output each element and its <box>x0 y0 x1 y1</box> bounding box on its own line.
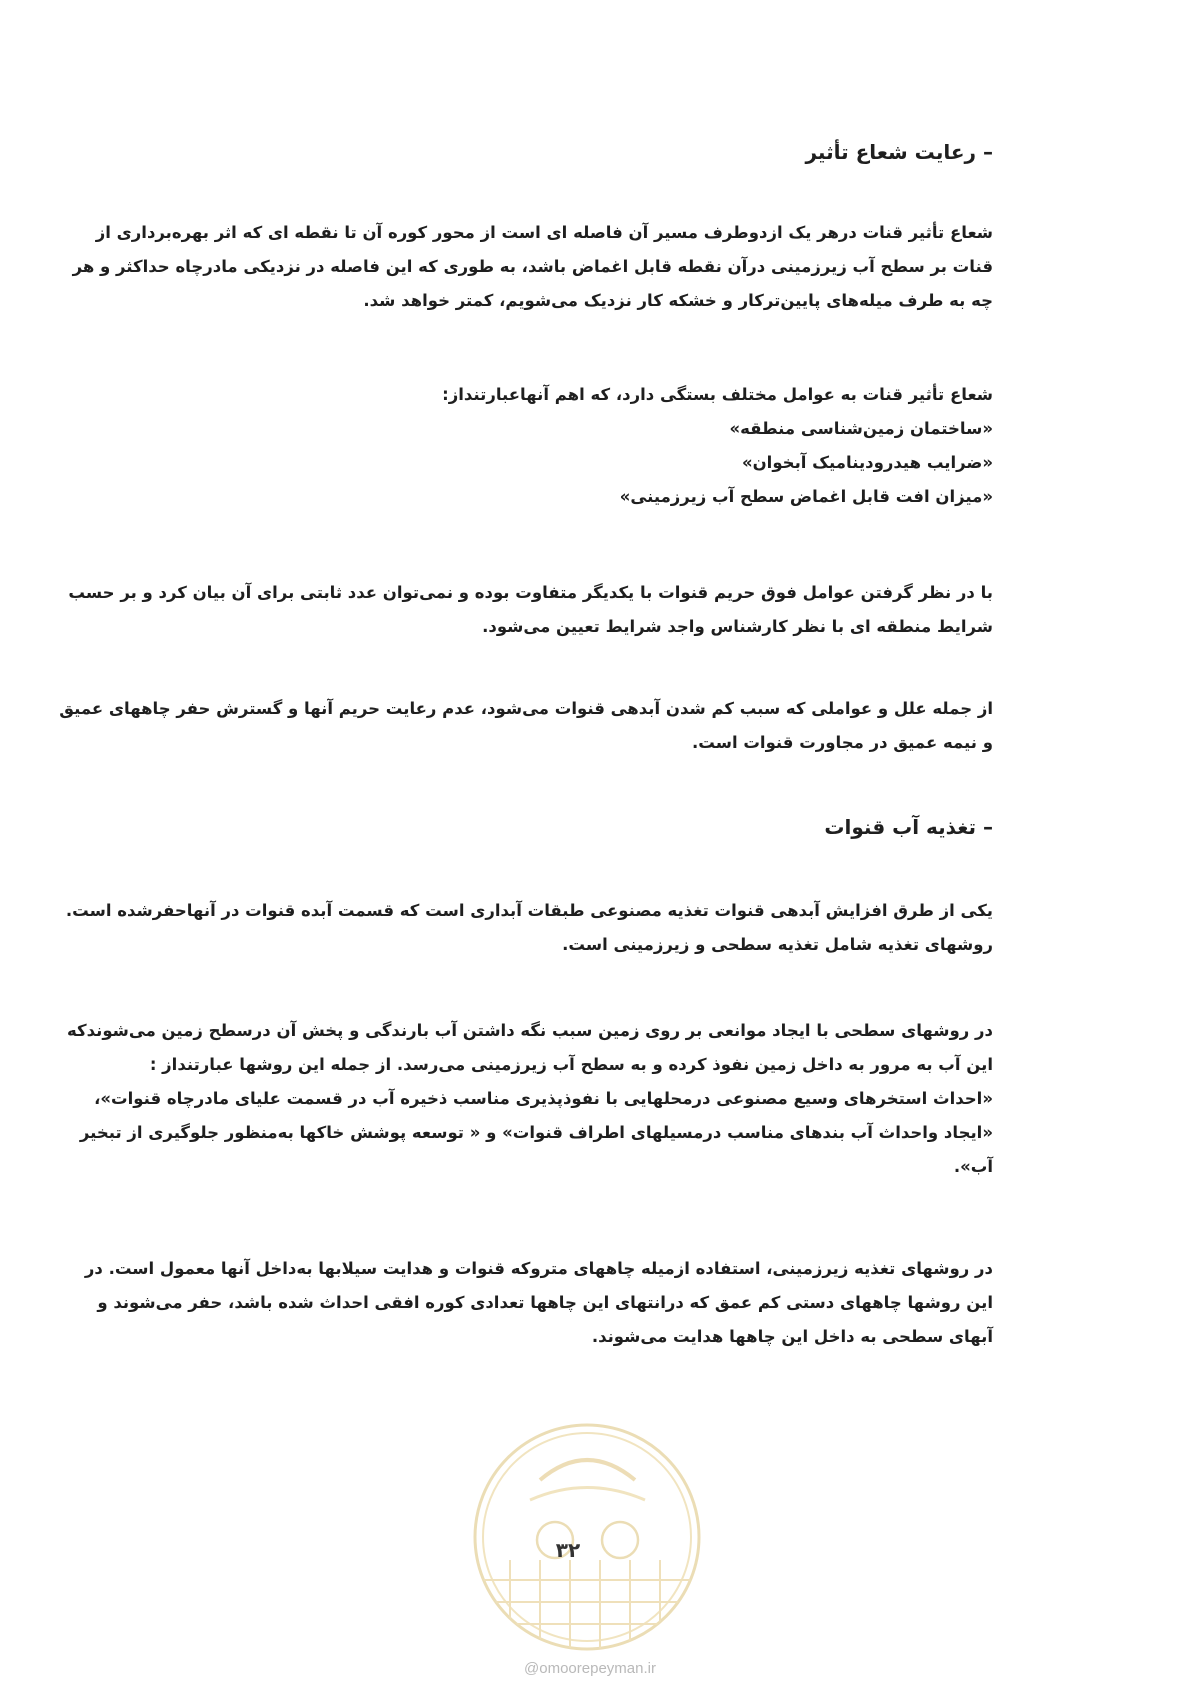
text-line: «احداث استخرهای وسیع مصنوعی درمحلهایی با نفوذپذیری مناسب ذخیره آب در قسمت علیای مادرچاه قنوات»، <box>94 1089 993 1108</box>
list-item: «ضرایب هیدرودینامیک آبخوان» <box>741 453 993 472</box>
text-line: از جمله علل و عواملی که سبب کم شدن آبدهی قنوات می‌شود، عدم رعایت حریم آنها و گسترش حفر چاههای عمیق <box>59 699 993 718</box>
text-line: «ایجاد واحداث آب بندهای مناسب درمسیلهای اطراف قنوات» و « توسعه پوشش خاکها به‌منظور جلوگیری از تبخیر <box>79 1123 993 1142</box>
text-line: روشهای تغذیه شامل تغذیه سطحی و زیرزمینی است. <box>562 935 993 954</box>
text-line: آبهای سطحی به داخل این چاهها هدایت می‌شوند. <box>591 1327 993 1346</box>
list-item: «میزان افت قابل اغماض سطح آب زیرزمینی» <box>619 487 993 506</box>
page-number: ۳۲ <box>555 1538 581 1562</box>
text-line: در روشهای تغذیه زیرزمینی، استفاده ازمیله چاههای متروکه قنوات و هدایت سیلابها به‌داخل آنها معمول است. در <box>84 1259 993 1278</box>
paragraph-causes-of-decline <box>59 692 993 760</box>
text-line: شرایط منطقه ای با نظر کارشناس واجد شرایط تعیین می‌شود. <box>482 617 993 636</box>
text-line: شعاع تأثیر قنات به عوامل مختلف بستگی دارد، که اهم آنهاعبارتنداز: <box>442 385 993 404</box>
section-heading-radius-of-influence: – رعایت شعاع تأثیر <box>805 140 993 164</box>
list-item: «ساختمان زمین‌شناسی منطقه» <box>729 419 993 438</box>
paragraph-influencing-factors <box>135 378 993 514</box>
paragraph-artificial-recharge <box>65 894 993 962</box>
text-line: آب». <box>953 1157 993 1176</box>
text-line: چه به طرف میله‌های پایین‌ترکار و خشکه کار نزدیک می‌شویم، کمتر خواهد شد. <box>363 291 993 310</box>
text-line: و نیمه عمیق در مجاورت قنوات است. <box>691 733 993 752</box>
paragraph-subsurface-methods <box>84 1252 993 1354</box>
text-line: قنات بر سطح آب زیرزمینی درآن نقطه قابل اغماض باشد، به طوری که این فاصله در نزدیکی مادرچاه حداکثر و هر <box>72 257 993 276</box>
text-line: با در نظر گرفتن عوامل فوق حریم قنوات با یکدیگر متفاوت بوده و نمی‌توان عدد ثابتی برای آن بیان کرد و بر حسب <box>68 583 993 602</box>
paragraph-surface-methods <box>66 1014 993 1184</box>
section-heading-qanat-recharge: – تغذیه آب قنوات <box>824 815 993 839</box>
text-line: این روشها چاههای دستی کم عمق که درانتهای این چاهها تعدادی کوره افقی احداث شده باشد، حفر می‌شوند و <box>97 1293 993 1312</box>
watermark-url: @omoorepeyman.ir <box>524 1660 656 1677</box>
text-line: شعاع تأثیر قنات درهر یک ازدوطرف مسیر آن فاصله ای است از محور کوره آن تا نقطه ای که اثر بهره‌برداری از <box>95 223 993 242</box>
text-line: در روشهای سطحی با ایجاد موانعی بر روی زمین سبب نگه داشتن آب بارندگی و پخش آن درسطح زمین می‌شوندکه <box>66 1021 993 1040</box>
text-line: این آب به مرور به داخل زمین نفوذ کرده و به سطح آب زیرزمینی می‌رسد. از جمله این روشها عبارتنداز : <box>149 1055 993 1074</box>
paragraph-radius-definition <box>72 216 993 318</box>
text-line: یکی از طرق افزایش آبدهی قنوات تغذیه مصنوعی طبقات آبداری است که قسمت آبده قنوات در آنهاحفرشده است. <box>65 901 993 920</box>
paragraph-qanat-buffer <box>68 576 993 644</box>
